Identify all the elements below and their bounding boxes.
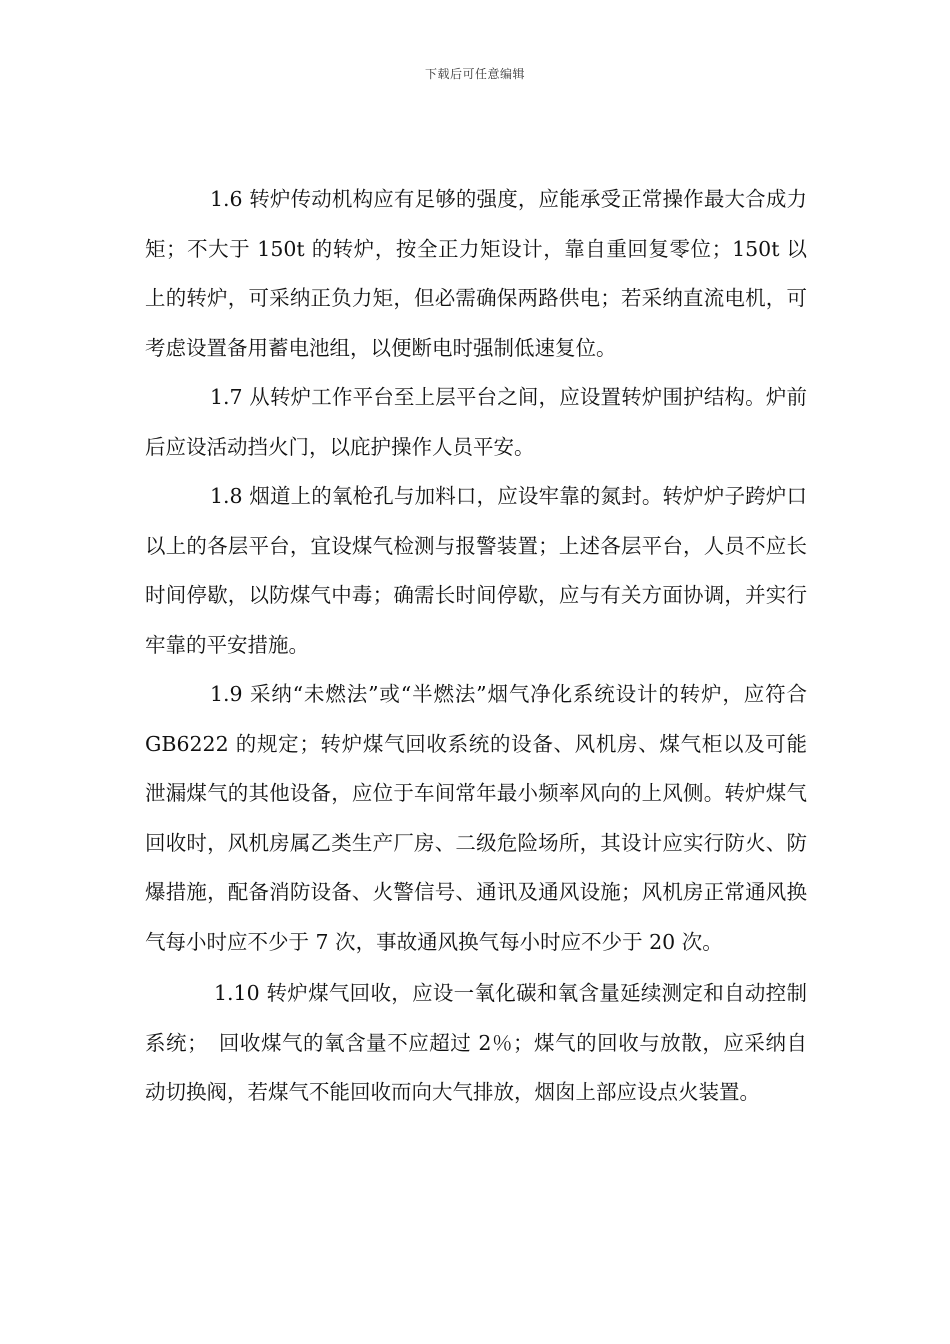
paragraph-1-7: 1.7 从转炉工作平台至上层平台之间，应设置转炉围护结构。炉前后应设活动挡火门，以庇护操作人员平安。 [145,385,807,459]
paragraph-1-8: 1.8 烟道上的氧枪孔与加料口，应设牢靠的氮封。转炉炉子跨炉口以上的各层平台，宜设煤气检测与报警装置；上述各层平台，人员不应长时间停歇，以防煤气中毒；确需长时间停歇，应与有关方面协调，并实行牢靠的平安措施。 [145,484,807,657]
paragraph-1-10: 1.10 转炉煤气回收，应设一氧化碳和氧含量延续测定和自动控制系统； 回收煤气的氧含量不应超过 2％；煤气的回收与放散，应采纳自动切换阀，若煤气不能回收而向大气排放，烟囱上部应设点火装置。 [145,981,807,1104]
paragraph-1-6: 1.6 转炉传动机构应有足够的强度，应能承受正常操作最大合成力矩；不大于 150t 的转炉，按全正力矩设计，靠自重回复零位；150t 以上的转炉，可采纳正负力矩，但必需确保两路供电；若采纳直流电机，可考虑设置备用蓄电池组，以便断电时强制低速复位。 [145,187,807,360]
paragraph-1-9: 1.9 采纳“未燃法”或“半燃法”烟气净化系统设计的转炉，应符合 GB6222 的规定；转炉煤气回收系统的设备、风机房、煤气柜以及可能泄漏煤气的其他设备，应位于车间常年最小频率风向的上风侧。转炉煤气回收时，风机房属乙类生产厂房、二级危险场所，其设计应实行防火、防爆措施，配备消防设备、火警信号、通讯及通风设施；风机房正常通风换气每小时应不少于 7 次，事故通风换气每小时应不少于 20 次。 [145,682,807,954]
page-header: 下载后可任意编辑 [424,67,525,81]
document-body [145,175,807,1118]
